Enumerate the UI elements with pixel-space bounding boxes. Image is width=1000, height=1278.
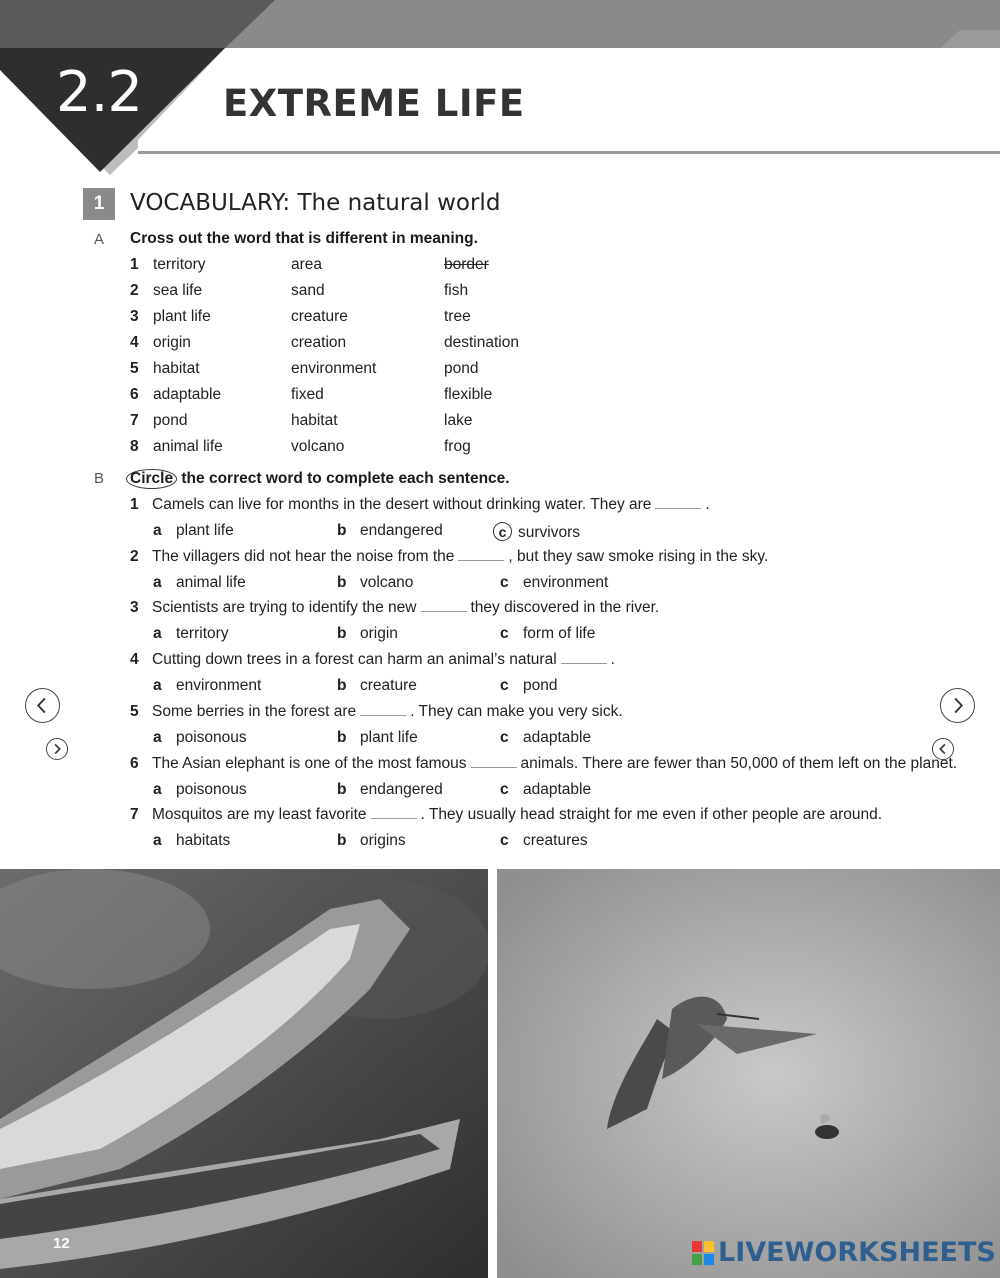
- option-letter: b: [337, 832, 347, 850]
- nav-prev-large[interactable]: [25, 688, 60, 723]
- option-letter: c: [500, 573, 509, 591]
- part-a-word[interactable]: fish: [444, 282, 469, 299]
- option-text: poisonous: [176, 780, 247, 798]
- part-b-item-number: 7: [130, 806, 139, 824]
- option-text: survivors: [518, 524, 581, 541]
- part-b-option[interactable]: [153, 522, 234, 540]
- part-a-word[interactable]: pond: [444, 360, 479, 377]
- part-b-item-number: 2: [130, 547, 139, 565]
- part-b-item-number: 4: [130, 651, 139, 669]
- option-text: environment: [176, 677, 262, 695]
- part-b-letter: B: [94, 470, 105, 487]
- option-text: endangered: [360, 780, 443, 798]
- section-number: 1: [83, 188, 115, 220]
- part-b-option[interactable]: [153, 832, 230, 850]
- option-text: endangered: [360, 522, 443, 539]
- part-a-item-number: 8: [130, 438, 139, 455]
- option-letter: a: [153, 728, 162, 746]
- nav-next-small[interactable]: [46, 738, 68, 760]
- part-a-word[interactable]: origin: [153, 334, 191, 351]
- option-text: origin: [360, 625, 398, 643]
- part-a-letter: A: [94, 231, 105, 248]
- answer-blank: [371, 806, 417, 819]
- option-text: plant life: [176, 522, 234, 539]
- part-a-word[interactable]: sand: [291, 282, 325, 299]
- part-a-word[interactable]: lake: [444, 412, 473, 429]
- chevron-left-icon: [26, 689, 59, 722]
- sentence-before: Mosquitos are my least favorite: [152, 806, 367, 824]
- option-letter: a: [153, 625, 162, 643]
- part-a-word[interactable]: adaptable: [153, 386, 222, 403]
- part-b-option[interactable]: [500, 574, 608, 592]
- part-a-item-number: 3: [130, 308, 139, 325]
- option-letter: b: [337, 677, 347, 695]
- part-b-option[interactable]: [153, 781, 247, 799]
- chevron-right-icon: [941, 689, 974, 722]
- option-text: origins: [360, 832, 406, 850]
- option-letter: c: [493, 522, 512, 541]
- part-b-item-number: 3: [130, 599, 139, 617]
- option-text: pond: [523, 677, 558, 695]
- unit-title: EXTREME LIFE: [223, 82, 525, 125]
- option-letter: a: [153, 780, 162, 798]
- crocodile-photo: [0, 869, 488, 1278]
- part-a-word[interactable]: area: [291, 256, 323, 273]
- answer-blank: [421, 599, 467, 612]
- part-b-option[interactable]: [498, 522, 580, 542]
- option-text: poisonous: [176, 728, 247, 746]
- part-a-word[interactable]: habitat: [153, 360, 200, 377]
- title-rule: [138, 151, 1000, 154]
- part-a-item-number: 4: [130, 334, 139, 351]
- brand-name: LIVEWORKSHEETS: [718, 1237, 996, 1268]
- sentence-before: Camels can live for months in the desert without drinking water. They are: [152, 496, 652, 513]
- part-a-word[interactable]: border: [444, 256, 489, 273]
- part-b-sentence: [130, 599, 659, 617]
- part-b-option[interactable]: [153, 574, 246, 592]
- option-text: adaptable: [523, 780, 592, 798]
- option-letter: a: [153, 677, 162, 695]
- option-letter: c: [500, 832, 509, 850]
- sentence-after: animals. There are fewer than 50,000 of them left on the planet.: [520, 754, 958, 772]
- sentence-before: Scientists are trying to identify the new: [152, 599, 417, 617]
- section-title: VOCABULARY: The natural world: [130, 190, 501, 216]
- part-a-word[interactable]: creation: [291, 334, 347, 351]
- answer-blank: [655, 496, 701, 509]
- part-b-sentence: [130, 755, 957, 773]
- option-text: creature: [360, 677, 417, 695]
- hummingbird-photo: [497, 869, 1000, 1278]
- part-b-option[interactable]: [500, 781, 591, 799]
- option-letter: b: [337, 625, 347, 643]
- liveworksheets-logo-icon: [692, 1241, 714, 1265]
- part-b-option[interactable]: [337, 729, 418, 747]
- unit-number: 2.2: [56, 60, 143, 125]
- part-b-option[interactable]: [337, 522, 443, 540]
- option-text: habitats: [176, 832, 231, 850]
- option-letter: b: [337, 573, 347, 591]
- page-number: 12: [53, 1235, 70, 1252]
- part-b-option[interactable]: [153, 677, 261, 695]
- part-a-word[interactable]: fixed: [291, 386, 324, 403]
- answer-blank: [458, 548, 504, 561]
- part-a-item-number: 6: [130, 386, 139, 403]
- option-letter: c: [500, 625, 509, 643]
- part-a-word[interactable]: flexible: [444, 386, 493, 403]
- nav-prev-small[interactable]: [932, 738, 954, 760]
- part-a-word[interactable]: tree: [444, 308, 471, 325]
- part-a-word[interactable]: plant life: [153, 308, 211, 325]
- part-b-item-number: 1: [130, 496, 139, 513]
- option-text: animal life: [176, 573, 246, 591]
- liveworksheets-logo[interactable]: [692, 1237, 996, 1269]
- part-b-option[interactable]: [153, 625, 229, 643]
- chevron-left-icon: [933, 739, 953, 759]
- part-b-sentence: [130, 806, 882, 824]
- option-text: environment: [523, 573, 609, 591]
- part-b-option[interactable]: [153, 729, 247, 747]
- sentence-after: .: [610, 651, 615, 669]
- answer-blank: [471, 755, 517, 768]
- part-b-option[interactable]: [337, 677, 417, 695]
- part-a-word[interactable]: animal life: [153, 438, 223, 455]
- option-text: adaptable: [523, 728, 592, 746]
- sentence-before: Some berries in the forest are: [152, 702, 357, 720]
- part-a-word[interactable]: volcano: [291, 438, 345, 455]
- option-text: volcano: [360, 573, 414, 591]
- part-b-option[interactable]: [500, 729, 591, 747]
- sentence-before: The Asian elephant is one of the most famous: [152, 754, 467, 772]
- answer-blank: [360, 703, 406, 716]
- part-b-sentence: [130, 703, 623, 721]
- part-a-word[interactable]: creature: [291, 308, 348, 325]
- sentence-after: . They can make you very sick.: [410, 702, 623, 720]
- instruction-rest: the correct word to complete each sentence.: [177, 470, 510, 487]
- part-a-word[interactable]: environment: [291, 360, 377, 377]
- option-text: creatures: [523, 832, 588, 850]
- part-a-word[interactable]: habitat: [291, 412, 338, 429]
- option-text: form of life: [523, 625, 596, 643]
- part-b-item-number: 6: [130, 754, 139, 772]
- part-a-item-number: 5: [130, 360, 139, 377]
- answer-blank: [561, 651, 607, 664]
- part-a-item-number: 2: [130, 282, 139, 299]
- sentence-before: The villagers did not hear the noise from the: [152, 547, 455, 565]
- part-a-word[interactable]: destination: [444, 334, 519, 351]
- option-letter: c: [500, 780, 509, 798]
- option-letter: a: [153, 573, 162, 591]
- part-a-item-number: 1: [130, 256, 139, 273]
- part-b-option[interactable]: [337, 574, 413, 592]
- option-letter: b: [337, 728, 347, 746]
- sentence-after: .: [705, 496, 710, 513]
- part-a-instruction: Cross out the word that is different in meaning.: [130, 230, 478, 247]
- part-b-sentence: [130, 651, 615, 669]
- part-b-option[interactable]: [337, 781, 443, 799]
- option-text: territory: [176, 625, 229, 643]
- part-a-item-number: 7: [130, 412, 139, 429]
- part-b-option[interactable]: [500, 677, 557, 695]
- option-letter: b: [337, 522, 347, 539]
- option-letter: b: [337, 780, 347, 798]
- option-letter: c: [500, 728, 509, 746]
- circle-word: Circle: [126, 469, 177, 489]
- part-b-item-number: 5: [130, 702, 139, 720]
- part-a-word[interactable]: pond: [153, 412, 188, 429]
- option-letter: a: [153, 832, 162, 850]
- option-letter: c: [500, 677, 509, 695]
- part-b-option[interactable]: [500, 625, 595, 643]
- part-a-word[interactable]: territory: [153, 256, 206, 273]
- option-text: plant life: [360, 728, 418, 746]
- option-letter: a: [153, 522, 162, 539]
- sentence-after: , but they saw smoke rising in the sky.: [508, 547, 769, 565]
- part-b-instruction: [130, 469, 510, 489]
- part-b-option[interactable]: [500, 832, 588, 850]
- part-b-sentence: [130, 548, 768, 566]
- sentence-after: they discovered in the river.: [470, 599, 660, 617]
- part-b-option[interactable]: [337, 832, 406, 850]
- part-a-word[interactable]: sea life: [153, 282, 203, 299]
- part-b-option[interactable]: [337, 625, 398, 643]
- sentence-after: . They usually head straight for me even if other people are around.: [420, 806, 883, 824]
- nav-next-large[interactable]: [940, 688, 975, 723]
- sentence-before: Cutting down trees in a forest can harm an animal’s natural: [152, 651, 557, 669]
- part-b-sentence: [130, 496, 710, 514]
- chevron-right-icon: [47, 739, 67, 759]
- part-a-word[interactable]: frog: [444, 438, 471, 455]
